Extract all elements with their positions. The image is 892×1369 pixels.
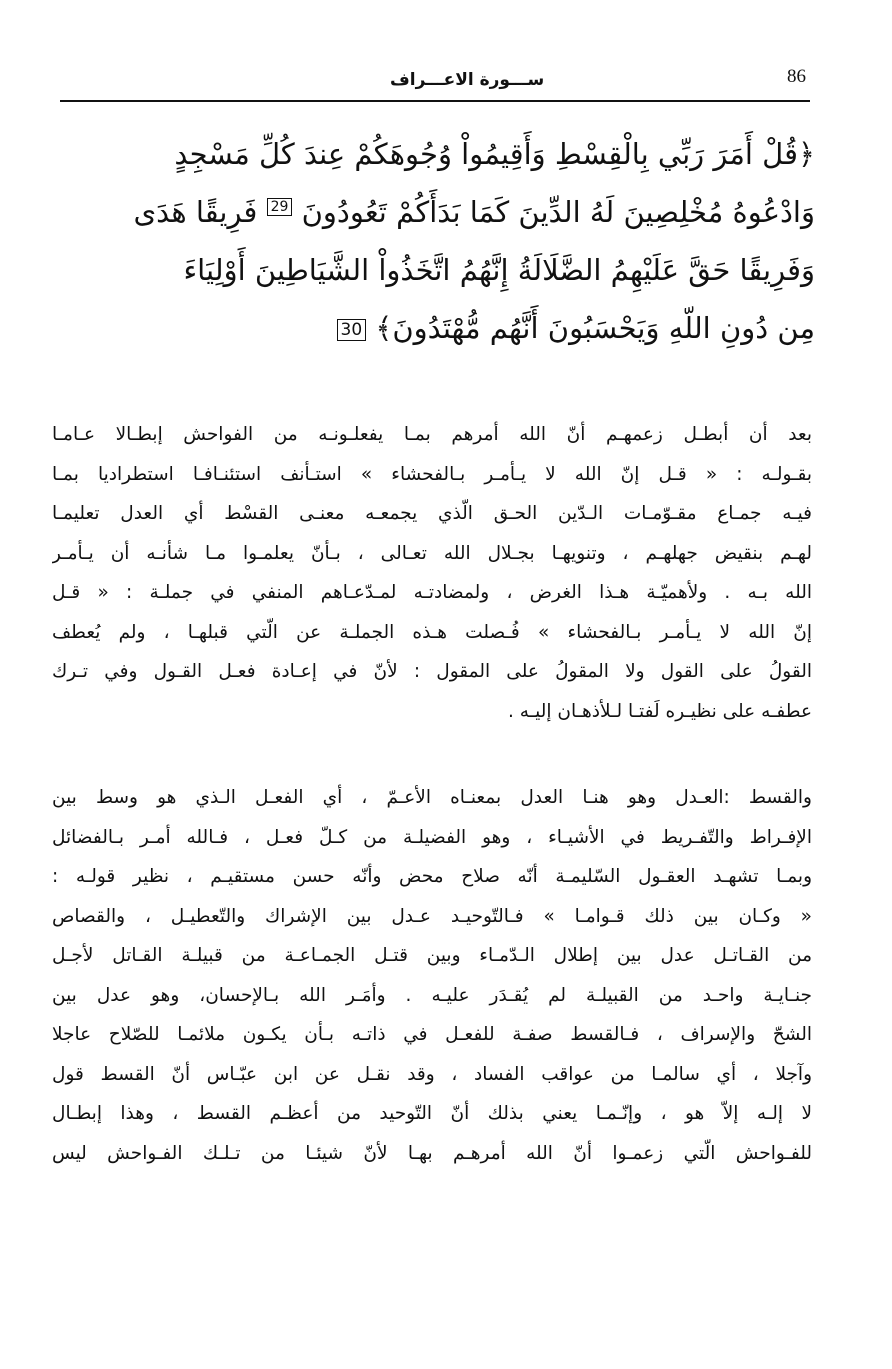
text-line: جنـايـة واحـد من القبيلـة لم يُقـدَر عليـه . وأمَـر الله بـالإحسان، وهو عدل بين xyxy=(52,984,812,1006)
page-header xyxy=(60,62,810,102)
verse-number-30: 30 xyxy=(337,319,367,341)
page-number: 86 xyxy=(787,66,806,87)
verse-text: وَفَرِيقًا حَقَّ عَلَيْهِمُ الضَّلَالَةُ إِنَّهُمُ اتَّخَذُواْ الشَّيَاطِينَ أَوْلِيَاءَ xyxy=(183,253,815,287)
text-line: والقسط :العـدل وهو هنـا العدل بمعنـاه الأعـمّ ، أي الفعـل الـذي هو وسط بين xyxy=(52,787,812,808)
verse-number-29: 29 xyxy=(267,198,293,216)
text-line: إنّ الله لا يـأمـر بـالفحشاء » فُـصلت هـذه الجملـة عن الّتي قبلهـا ، ولم يُعطف xyxy=(52,621,812,643)
surah-title: ســـورة الاعـــراف xyxy=(390,70,545,90)
text-line: لهـم بنقيض جهلهـم ، وتنويهـا بجـلال الله تعـالى ، بـأنّ يعلمـوا مـا شأنـه أن يـأمـر xyxy=(52,542,812,564)
verse-text: وَادْعُوهُ مُخْلِصِينَ لَهُ الدِّينَ كَمَا بَدَأَكُمْ تَعُودُونَ xyxy=(301,195,815,229)
text-line: لا إلـه إلاّ هو ، وإنّـمـا يعني بذلك أنّ التّوحيد من أعظـم القسط ، وهذا إبطـال xyxy=(52,1103,812,1124)
verse-line xyxy=(50,125,815,183)
verse-text: فَرِيقًا هَدَى xyxy=(133,195,258,229)
commentary-paragraph-1 xyxy=(52,415,812,731)
text-line: وبمـا تشهـد العقـول السّليمـة أنّه صلاح محض وأنّه حسن مستقيـم ، نظير قولـه : xyxy=(52,866,812,887)
text-line: « وكـان بين ذلك قـوامـا » فـالتّوحيـد عـدل بين الإشراك والتّعطيـل ، والقصاص xyxy=(52,905,812,927)
commentary-paragraph-2 xyxy=(52,778,812,1173)
verse-text: ﴿قُلْ أَمَرَ رَبِّي بِالْقِسْطِ وَأَقِيمُواْ وُجُوهَكُمْ عِندَ كُلِّ مَسْجِدٍ xyxy=(174,137,815,171)
text-line: من القـاتـل عدل بين إطلال الـدّمـاء وبين قتـل الجمـاعـة من قبيلـة القـاتل لأجـل xyxy=(52,945,812,966)
text-line: بعد أن أبطـل زعمهـم أنّ الله أمرهم بمـا يفعلـونـه من الفواحش إبطـالا عـامـا xyxy=(52,424,812,445)
text-line: بقـولـه : « قـل إنّ الله لا يـأمـر بـالفحشاء » استـأنف استئنـافـا استطراديا بمـا xyxy=(52,463,812,485)
text-line: وآجلا ، أي سالمـا من عواقب الفساد ، وقد نقـل عن ابن عبّـاس أنّ القسط قول xyxy=(52,1063,812,1085)
verse-text: مِن دُونِ اللّهِ وَيَحْسَبُونَ أَنَّهُم مُّهْتَدُونَ﴾ xyxy=(375,311,815,345)
text-line: القولُ على القول ولا المقولُ على المقول : لأنّ في إعـادة فعـل القـول وفي تـرك xyxy=(52,661,812,682)
text-line: فيـه جمـاع مقـوّمـات الـدّين الحـق الّذي يجمعـه معنـى القسْط أي العدل تعليمـا xyxy=(52,503,812,524)
text-line: للفـواحش الّتي زعمـوا أنّ الله أمرهـم بهـا لأنّ شيئـا من تـلـك الفـواحش ليس xyxy=(52,1142,812,1164)
verse-line xyxy=(50,299,815,357)
verse-line xyxy=(50,183,815,241)
text-line: عطفـه على نظيـره لَفتـا لـلأذهـان إليـه . xyxy=(508,700,812,722)
text-line: الإفـراط والتّفـريط في الأشيـاء ، وهو الفضيلـة من كـلّ فعـل ، فـالله أمـر بـالفضائل xyxy=(52,826,812,848)
text-line: الشحّ والإسراف ، فـالقسط صفـة للفعـل في ذاتـه بـأن يكـون ملائمـا للصّلاح عاجلا xyxy=(52,1024,812,1045)
text-line: الله بـه . ولأهميّـة هـذا الغرض ، ولمضادتـه لمـدّعـاهم المنفي في جملـة : « قـل xyxy=(52,582,812,603)
verse-line xyxy=(50,241,815,299)
quran-verses xyxy=(50,125,815,357)
